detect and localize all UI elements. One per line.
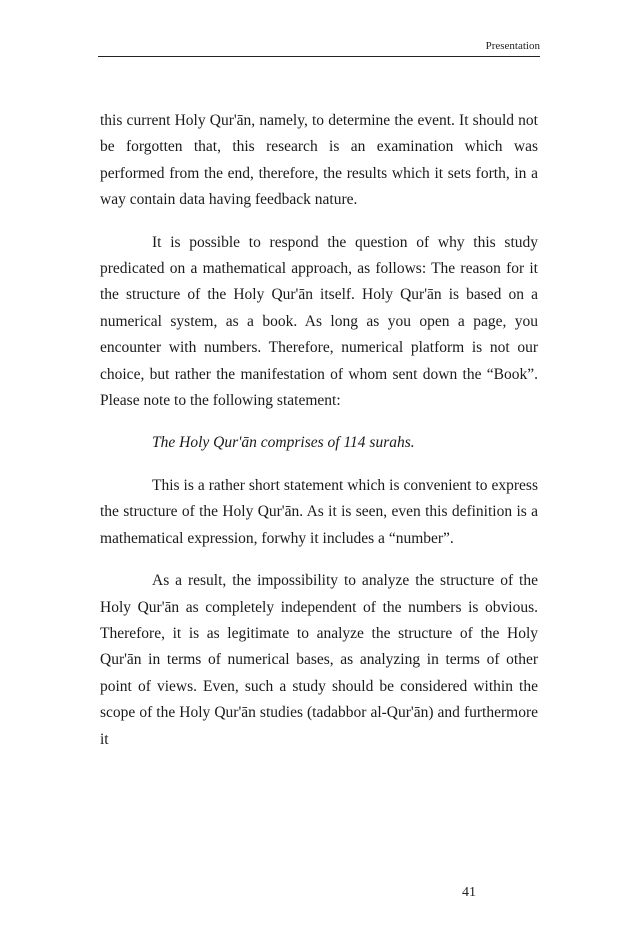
paragraph-short-statement: This is a rather short statement which is convenient to express the structure of the Holy Qur'ān. As it is seen, even this definition is a mathematical expression, forwhy it includes a “number”.	[100, 476, 538, 547]
paragraph-continuation: this current Holy Qur'ān, namely, to determine the event. It should not be forgotten that, this research is an examination which was performed from the end, therefore, the results which it sets forth, in a way contain data having feedback nature.	[100, 112, 538, 209]
quoted-statement: The Holy Qur'ān comprises of 114 surahs.	[152, 434, 415, 452]
header-rule	[98, 56, 540, 57]
page-body	[100, 108, 538, 753]
page-number: 41	[462, 885, 476, 900]
paragraph-result: As a result, the impossibility to analyze the structure of the Holy Qur'ān as completely independent of the numbers is obvious. Therefore, it is as legitimate to analyze the structure of the Holy Qur'ān in terms of numerical bases, as analyzing in terms of other point of views. Even, such a study should be considered within the scope of the Holy Qur'ān studies (tadabbor al-Qur'ān) and furthermore it	[100, 572, 538, 748]
running-header: Presentation	[485, 40, 540, 52]
paragraph-mathematical-approach: It is possible to respond the question of why this study predicated on a mathematical approach, as follows: The reason for it the structure of the Holy Qur'ān itself. Holy Qur'ān is based on a numerical system, as a book. As long as you open a page, you encounter with numbers. Therefore, numerical platform is not our choice, but rather the manifestation of whom sent down the “Book”. Please note to the following statement:	[100, 233, 538, 410]
